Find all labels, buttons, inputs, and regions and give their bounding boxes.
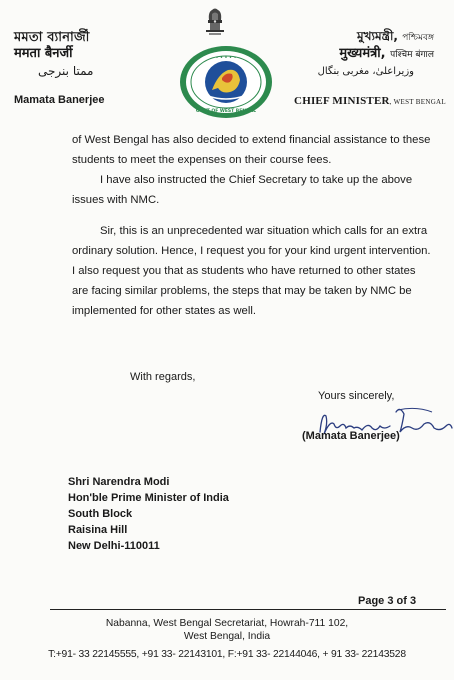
body-paragraph: I have also instructed the Chief Secretary to take up the above issues with NMC. xyxy=(72,174,413,206)
title-hindi: मुख्यमंत्री, पश्चिम बंगाल xyxy=(339,46,434,61)
chief-minister-title: CHIEF MINISTER, WEST BENGAL xyxy=(294,95,446,107)
name-bengali: মমতা ব্যানার্জী xyxy=(14,30,90,45)
footer-address-line: West Bengal, India xyxy=(183,631,271,642)
footer xyxy=(0,617,454,661)
recipient-line: New Delhi-110011 xyxy=(68,540,160,552)
name-hindi: ममता बैनर्जी xyxy=(14,46,73,61)
letter-body xyxy=(72,130,432,321)
closing-regards: With regards, xyxy=(130,371,196,383)
title-urdu: وزیراعلیٰ، مغربی بنگال xyxy=(317,66,414,77)
header-title-block xyxy=(294,28,434,81)
name-english: Mamata Banerjee xyxy=(14,94,105,106)
page-number: Page 3 of 3 xyxy=(358,595,417,607)
recipient-line: Raisina Hill xyxy=(68,524,128,536)
footer-divider xyxy=(50,609,446,610)
recipient-address xyxy=(68,474,229,554)
body-paragraph: Sir, this is an unprecedented war situation which calls for an extra ordinary solution. Hence, I request you for your kind urgent intervention. I also request you that as students who have returned to other states are facing similar problems, the steps that may be taken by NMC be implemented for other states as well. xyxy=(72,225,431,317)
closing-yours: Yours sincerely, xyxy=(318,390,395,402)
body-paragraph: of West Bengal has also decided to extend financial assistance to these students to meet the expenses on their course fees. xyxy=(72,134,431,166)
west-bengal-seal-icon xyxy=(178,44,274,120)
national-emblem-icon xyxy=(200,6,230,38)
header-name-block xyxy=(14,30,144,80)
svg-text:• • • • •: • • • • • xyxy=(215,55,237,61)
name-urdu: ممتا بنرجی xyxy=(38,64,94,78)
seal-caption: GOVT OF WEST BENGAL xyxy=(195,109,257,114)
footer-address-line: Nabanna, West Bengal Secretariat, Howrah-711 102, xyxy=(105,618,349,629)
recipient-line: Hon'ble Prime Minister of India xyxy=(68,492,229,504)
recipient-line: South Block xyxy=(68,508,133,520)
title-bengali: মুখ্যমন্ত্রী, পশ্চিমবঙ্গ xyxy=(356,29,434,43)
signatory-name: (Mamata Banerjee) xyxy=(302,430,400,442)
recipient-line: Shri Narendra Modi xyxy=(68,476,170,488)
footer-contact: T:+91- 33 22145555, +91 33- 22143101, F:+91 33- 22144046, + 91 33- 22143528 xyxy=(48,649,406,660)
